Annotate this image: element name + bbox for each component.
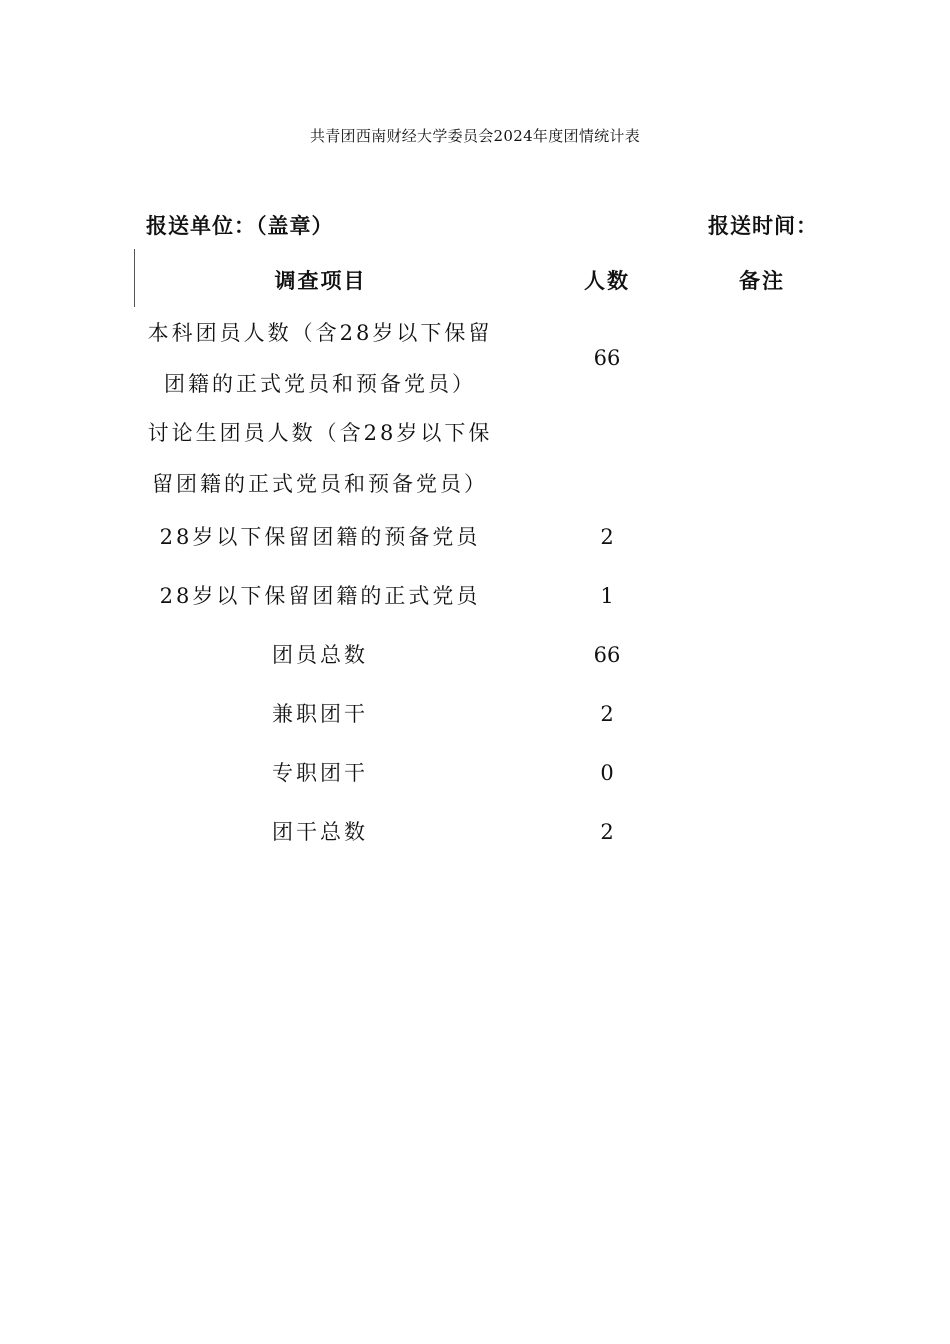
- table-row-full-member-count: 1: [600, 584, 614, 608]
- table-left-border: [134, 249, 135, 307]
- table-row-fulltime-cadre-count: 0: [600, 761, 614, 785]
- item-line: 本科团员人数（含28岁以下保留: [147, 321, 493, 345]
- table-row-graduate-item: [144, 408, 496, 510]
- table-row-total-members-count: 66: [593, 643, 621, 667]
- item-line: 团籍的正式党员和预备党员）: [164, 372, 476, 396]
- table-row-total-members-item: 团员总数: [272, 643, 368, 667]
- table-row-fulltime-cadre-item: 专职团干: [272, 761, 368, 785]
- table-row-probationary-item: 28岁以下保留团籍的预备党员: [159, 525, 481, 549]
- table-row-full-member-item: 28岁以下保留团籍的正式党员: [159, 584, 481, 608]
- item-line: 留团籍的正式党员和预备党员）: [152, 472, 488, 496]
- item-line: 讨论生团员人数（含28岁以下保: [147, 421, 493, 445]
- column-header-item: 调查项目: [274, 268, 367, 293]
- column-header-note: 备注: [739, 268, 785, 293]
- table-row-undergrad-count: 66: [593, 346, 621, 370]
- page-title: 共青团西南财经大学委员会2024年度团情统计表: [309, 127, 641, 145]
- table-row-parttime-cadre-count: 2: [600, 702, 614, 726]
- column-header-count: 人数: [584, 268, 630, 293]
- table-row-probationary-count: 2: [600, 525, 614, 549]
- table-row-total-cadre-item: 团干总数: [272, 820, 368, 844]
- reporting-time-label: 报送时间：: [708, 213, 818, 238]
- reporting-unit-label: 报送单位：（盖章）: [146, 213, 334, 238]
- table-row-total-cadre-count: 2: [600, 820, 614, 844]
- table-row-parttime-cadre-item: 兼职团干: [272, 702, 368, 726]
- table-row-undergrad-item: [144, 308, 496, 410]
